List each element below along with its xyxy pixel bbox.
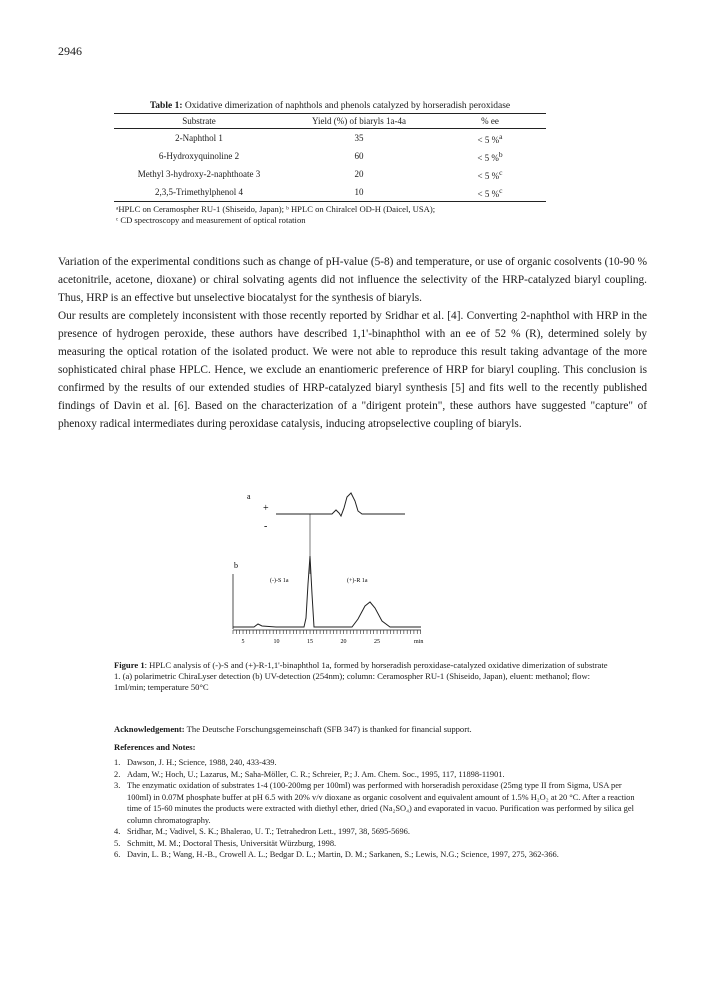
table-cell-yield: 20 xyxy=(354,169,364,179)
acknowledgement-label: Acknowledgement: xyxy=(114,724,185,734)
table-footnote: ᶜ CD spectroscopy and measurement of optical rotation xyxy=(116,214,306,225)
table-header-row xyxy=(114,114,546,129)
table-block xyxy=(114,101,546,225)
trace-b-label: b xyxy=(234,561,238,570)
table-caption-text: Oxidative dimerization of naphthols and phenols catalyzed by horseradish peroxidase xyxy=(182,101,511,111)
tick-labels xyxy=(242,639,381,645)
uv-trace xyxy=(233,556,421,627)
table-cell-yield: 10 xyxy=(284,183,434,202)
figure-caption-label: Figure 1 xyxy=(114,660,145,670)
table-cell-substrate: 6-Hydroxyquinoline 2 xyxy=(158,151,240,161)
paragraph: Variation of the experimental conditions such as change of pH-value (5-8) and temperature, or use of organic cosolvents (10-90 % acetonitrile, acetone, dioxane) or chiral solvating agents did not influence the selectivity of the HRP-catalyzed biaryl coupling. Thus, HRP is an effective but unselective biocatalyst for the synthesis of biaryls. xyxy=(58,256,647,304)
polarimetric-trace xyxy=(276,493,405,516)
hplc-chromatogram xyxy=(230,486,430,646)
table-cell-ee: < 5 %$^a$ xyxy=(477,131,503,145)
minor-ticks xyxy=(233,630,421,634)
table-cell-ee: < 5 %$^c$ xyxy=(477,167,503,181)
table-row xyxy=(114,165,546,183)
minus-sign: - xyxy=(264,521,268,532)
table-header-ee: % ee xyxy=(434,114,546,129)
table-row xyxy=(114,129,546,148)
peak-s-label: (-)-S 1a xyxy=(270,578,289,584)
table-row xyxy=(114,183,546,202)
table-cell-yield: 35 xyxy=(354,133,364,143)
peak-r-label: (+)-R 1a xyxy=(347,578,368,584)
body-text xyxy=(58,253,647,433)
table-cell-substrate: Methyl 3-hydroxy-2-naphthoate 3 xyxy=(137,169,261,179)
table-row xyxy=(114,147,546,165)
table-footnote: ᵃHPLC on Ceramospher RU-1 (Shiseido, Japan); ᵇ HPLC on Chiralcel OD-H (Daicel, USA); xyxy=(116,204,436,214)
results-table xyxy=(114,113,546,202)
table-header-yield: Yield (%) of biaryls 1a-4a xyxy=(284,114,434,129)
reference-item: 2. Adam, W.; Hoch, U.; Lazarus, M.; Saha-Möller, C. R.; Schreier, P.; J. Am. Chem. Soc., 1995, 117, 11898-11901. xyxy=(114,769,505,779)
figure-caption-text: : HPLC analysis of (-)-S and (+)-R-1,1'-binaphthol 1a, formed by horseradish peroxidase-catalyzed oxidative dimerization of substrate 1. (a) polarimetric ChiraLyser detection (b) UV-detection (254nm); column: Ceramospher RU-1 (Shiseido, Japan), eluent: methanol; flow: 1ml/min; temperature 50°C xyxy=(114,660,608,692)
table-cell-substrate: 2,3,5-Trimethylphenol 4 xyxy=(114,183,284,202)
table-footnotes xyxy=(114,204,546,225)
x-tick-label: 5 xyxy=(241,639,245,645)
x-tick-label: 20 xyxy=(340,639,347,645)
reference-item: 3. The enzymatic oxidation of substrates 1-4 (100-200mg per 100ml) was performed with horseradish peroxidase (25mg type II from Sigma, USA per 100ml) in 0.07M phosphate buffer at pH 6.5 with 20% v/v dioxane as organic cosolvent and equivalent amount of 1.5% H₂O₂ at 20 °C. After a reaction time of 15-60 minutes the products were extracted with diethyl ether, dried (Na₂SO₄) and evaporated in vacuo. Purification was performed by silica gel column chromatography. xyxy=(114,781,635,825)
x-axis-unit: min xyxy=(414,639,424,645)
hplc-figure xyxy=(230,486,430,646)
references-title: References and Notes: xyxy=(114,742,196,752)
reference-item: 4. Sridhar, M.; Vadivel, S. K.; Bhalerao, U. T.; Tetrahedron Lett., 1997, 38, 5695-5696. xyxy=(114,827,410,836)
table-cell-ee: < 5 %$^b$ xyxy=(477,149,503,163)
acknowledgement xyxy=(114,724,644,734)
page-number: 2946 xyxy=(58,44,82,58)
reference-item: 5. Schmitt, M. M.; Doctoral Thesis, Universität Würzburg, 1998. xyxy=(114,838,337,848)
table-header-substrate: Substrate xyxy=(114,114,284,129)
x-tick-label: 10 xyxy=(273,639,280,645)
figure-caption xyxy=(114,660,614,693)
table-caption xyxy=(114,101,546,111)
trace-a-label: a xyxy=(247,492,251,501)
table-cell-yield: 60 xyxy=(354,151,364,161)
acknowledgement-text: The Deutsche Forschungsgemeinschaft (SFB 347) is thanked for financial support. xyxy=(184,724,472,734)
reference-item: 6. Davin, L. B.; Wang, H.-B., Crowell A. L.; Bedgar D. L.; Martin, D. M.; Sarkanen, S.; Lewis, N.G.; Science, 1997, 275, 362-366. xyxy=(114,850,559,859)
table-cell-substrate: 2-Naphthol 1 xyxy=(175,133,223,143)
x-tick-label: 25 xyxy=(374,639,380,645)
reference-item: 1. Dawson, J. H.; Science, 1988, 240, 433-439. xyxy=(114,758,277,767)
paragraph: Our results are completely inconsistent with those recently reported by Sridhar et al. [4]. Converting 2-naphthol with HRP in the presence of hydrogen peroxide, these authors have described 1,1'-binaphthol with an ee of 52 % (R), determined solely by measuring the optical rotation of the isolated product. We were not able to reproduce this result taking advantage of the more sophisticated chiral phase HPLC. Hence, we exclude an enantiomeric preference of HRP for biaryl coupling. This conclusion is confirmed by the results of our extended studies of HRP-catalyzed biaryl synthesis [5] and fits well to the recently published findings of Davin et al. [6]. Based on the characterization of a "dirigent protein", these authors have suggested "capture" of phenoxy radical intermediates during peroxidase catalysis, inducing atropselective coupling of biaryls. xyxy=(58,310,647,430)
reference-list xyxy=(114,757,644,861)
x-tick-label: 15 xyxy=(307,639,313,645)
table-caption-label: Table 1: xyxy=(149,101,183,111)
plus-sign: + xyxy=(263,503,269,514)
table-cell-ee: < 5 %$^c$ xyxy=(434,183,546,202)
